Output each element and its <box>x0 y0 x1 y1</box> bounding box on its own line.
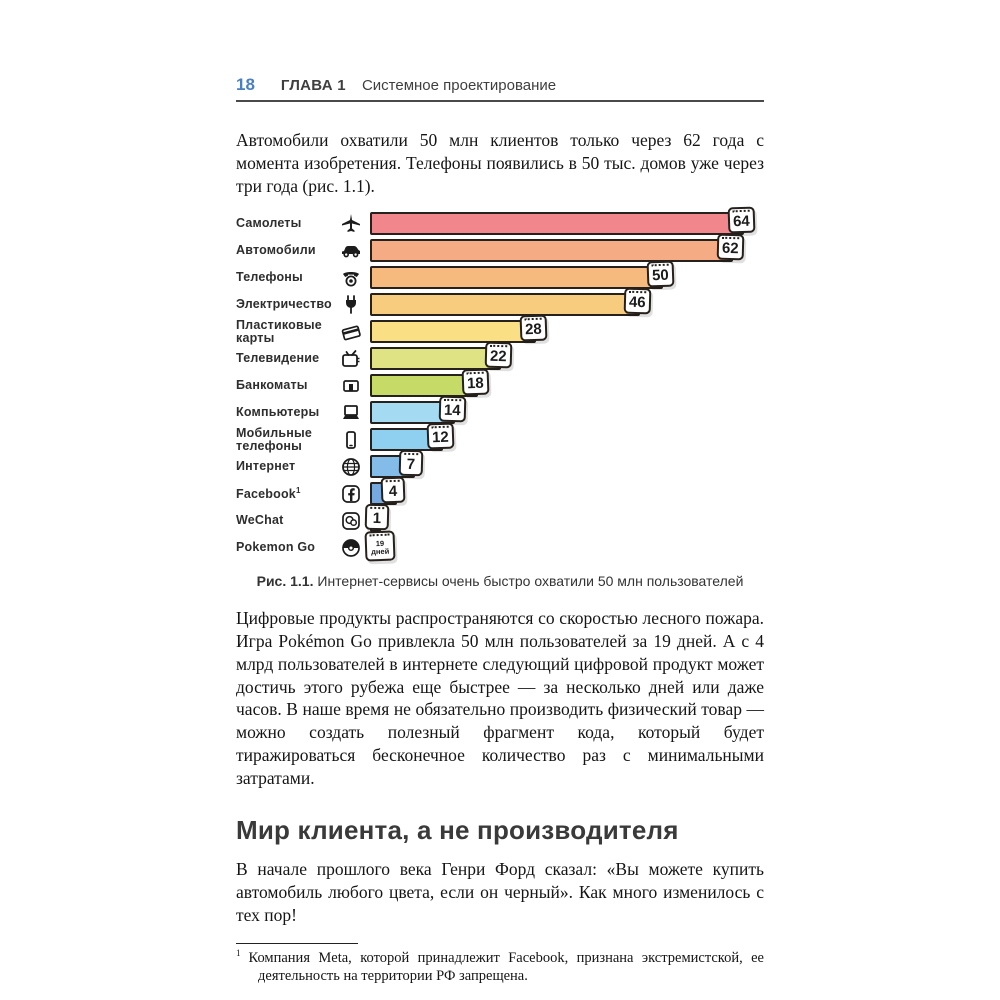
smartphone-icon <box>332 428 370 452</box>
plug-icon <box>332 293 370 317</box>
chart-row <box>236 480 764 507</box>
chart-row <box>236 291 764 318</box>
chart-row <box>236 399 764 426</box>
rotary-phone-icon <box>332 266 370 290</box>
body-paragraph: Цифровые продукты распространяются со скоростью лесного пожара. Игра Pokémon Go привлекла 50 млн пользователей за 19 дней. А с 4 млрд пользователей в интернете следующий цифровой продукт может достичь этого рубежа еще быстрее — за несколько дней или даже часов. В наше время не обязательно производить физический товар — можно создать полезный фрагмент кода, который будет тиражироваться бесконечное количество раз с минимальными затратами. <box>236 608 764 788</box>
bar-value: 7 <box>406 456 415 474</box>
chart-row-label: Телефоны <box>236 270 303 285</box>
bar-track <box>370 507 764 534</box>
value-calendar-tag <box>716 234 743 261</box>
laptop-icon <box>332 401 370 425</box>
bar-value: 28 <box>524 320 543 339</box>
body-paragraph-ford: В начале прошлого века Генри Форд сказал: «Вы можете купить автомобиль любого цвета, если он черный». Как много изменилось с тех пор! <box>236 859 764 925</box>
airplane-icon <box>332 212 370 236</box>
bar-value: 1 <box>372 510 382 528</box>
value-calendar-tag <box>520 315 548 342</box>
chart-row-label: Интернет <box>236 459 296 474</box>
book-page <box>236 75 764 986</box>
chapter-title: Системное проектирование <box>361 77 557 94</box>
bar <box>370 212 744 235</box>
bar-track <box>370 453 764 480</box>
bar-value: 22 <box>490 348 508 366</box>
chart-row-label: Facebook$^1$ <box>236 485 301 501</box>
chapter-label: ГЛАВА 1 <box>280 77 346 94</box>
value-calendar-tag <box>485 342 512 369</box>
bar-value: 46 <box>628 294 647 312</box>
figure-caption-text: Интернет-сервисы очень быстро охватили 50 млн пользователей <box>317 573 744 590</box>
value-calendar-tag <box>462 369 490 396</box>
footnote-rule <box>236 943 358 944</box>
bar <box>370 266 663 289</box>
bar-track <box>370 426 764 453</box>
chart-row <box>236 534 764 561</box>
adoption-bar-chart <box>236 210 764 561</box>
value-calendar-tag <box>728 207 756 234</box>
value-calendar-tag <box>365 531 396 562</box>
bar-track <box>370 210 764 237</box>
bar-track <box>370 264 764 291</box>
globe-icon <box>332 455 370 479</box>
bar-value: 19 дней <box>371 538 390 557</box>
bar-track <box>370 237 764 264</box>
bar-track <box>370 291 764 318</box>
value-calendar-tag <box>365 504 390 531</box>
bar-track <box>370 345 764 372</box>
bar <box>370 347 501 370</box>
chart-row <box>236 210 764 237</box>
bar-value: 12 <box>432 428 450 447</box>
bar <box>370 239 733 262</box>
value-calendar-tag <box>398 450 423 477</box>
chart-row-label: Пластиковые карты <box>236 317 322 345</box>
chart-row-label: Автомобили <box>236 243 316 258</box>
chart-row <box>236 264 764 291</box>
bar <box>370 293 640 316</box>
chart-row <box>236 507 764 534</box>
chart-row-label: Электричество <box>236 297 332 312</box>
chart-row <box>236 345 764 372</box>
value-calendar-tag <box>381 477 406 504</box>
chart-row <box>236 426 764 453</box>
footnote-text: Компания Meta, которой принадлежит Facebook, признана экстремистской, ее деятельность на территории РФ запрещена. <box>248 949 764 985</box>
bar-track <box>370 480 764 507</box>
chart-row <box>236 453 764 480</box>
bar-value: 64 <box>733 212 751 231</box>
atm-icon <box>332 374 370 398</box>
footnote-marker: 1 <box>236 947 241 958</box>
bar-track <box>370 534 764 561</box>
facebook-icon <box>332 482 370 506</box>
bar-value: 50 <box>652 266 670 285</box>
chart-row-label: Мобильные телефоны <box>236 425 313 453</box>
page-number: 18 <box>236 75 255 94</box>
figure-caption-label: Рис. 1.1. <box>256 573 314 590</box>
intro-paragraph: Автомобили охватили 50 млн клиентов только через 62 года с момента изобретения. Телефоны появились в 50 тыс. домов уже через три года (рис. 1.1). <box>236 130 764 196</box>
section-heading: Мир клиента, а не производителя <box>236 815 679 846</box>
bar <box>370 320 536 343</box>
running-head <box>236 75 764 102</box>
chart-row-label: Самолеты <box>236 216 302 231</box>
bar-track <box>370 318 764 345</box>
chart-row <box>236 372 764 399</box>
bar-value: 4 <box>388 483 398 501</box>
bar-value: 62 <box>721 240 739 258</box>
bar-track <box>370 372 764 399</box>
value-calendar-tag <box>427 423 455 450</box>
chart-row-label: Телевидение <box>236 351 320 366</box>
figure-caption <box>236 573 764 589</box>
chart-row-label: Банкоматы <box>236 378 308 393</box>
chart-row-label: Компьютеры <box>236 405 320 420</box>
tv-icon <box>332 347 370 371</box>
car-icon <box>332 239 370 263</box>
value-calendar-tag <box>439 396 466 423</box>
value-calendar-tag <box>624 288 651 315</box>
bar-value: 18 <box>466 374 485 393</box>
bar-track <box>370 399 764 426</box>
chart-row-label: WeChat <box>236 513 284 528</box>
bar-value: 14 <box>443 402 461 420</box>
chart-row <box>236 237 764 264</box>
credit-card-icon <box>332 320 370 344</box>
footnote <box>236 943 764 987</box>
chart-row-label: Pokemon Go <box>236 540 316 555</box>
value-calendar-tag <box>647 261 675 288</box>
